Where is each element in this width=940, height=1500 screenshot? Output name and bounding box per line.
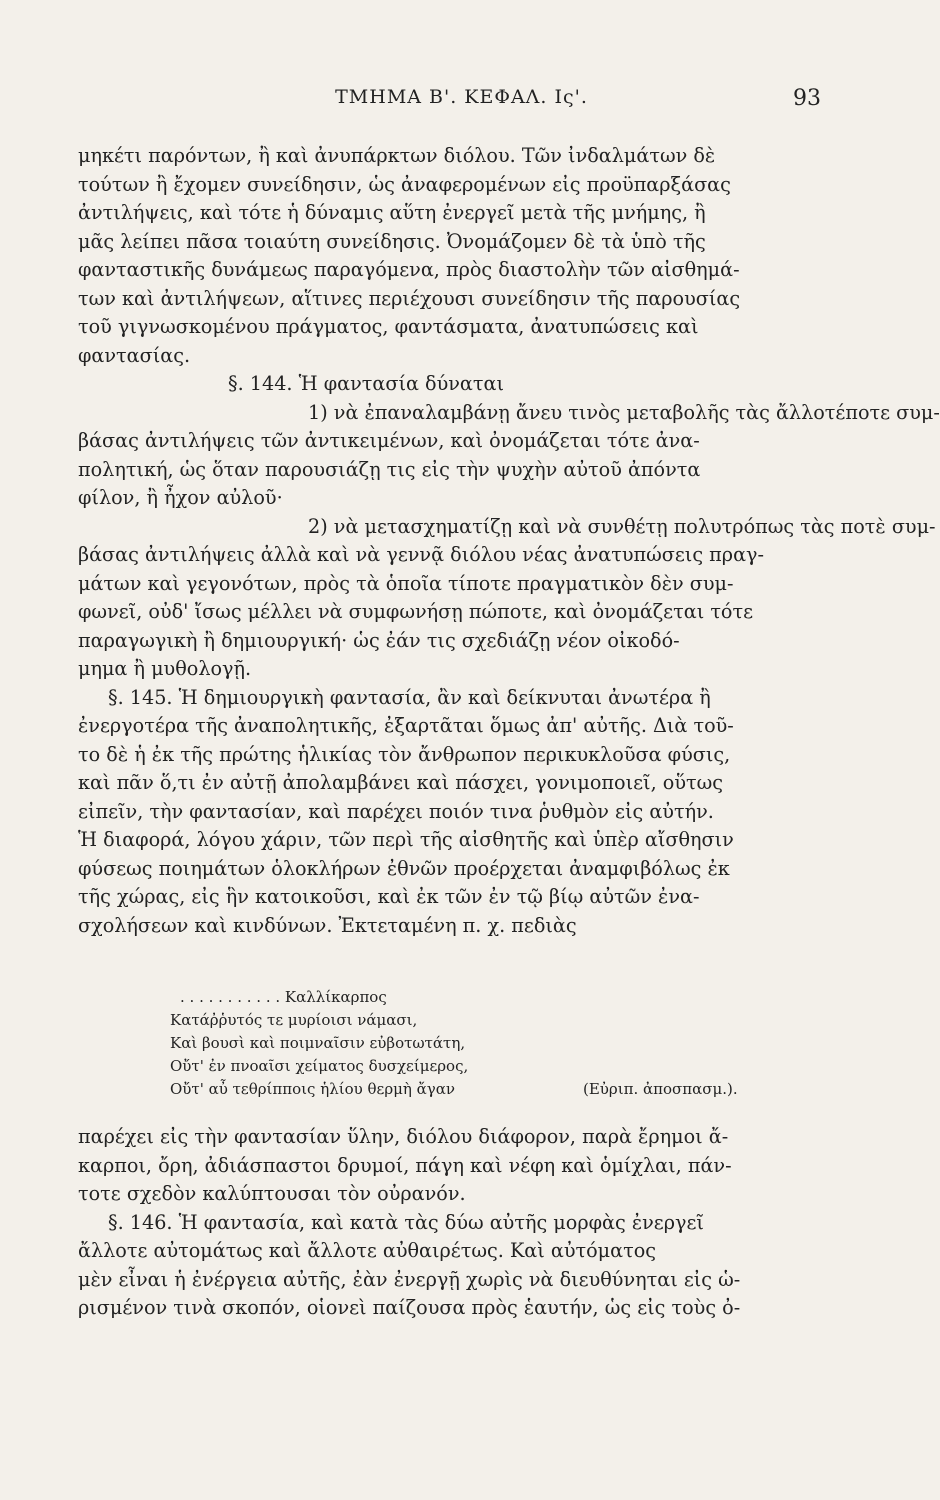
main-text-continued xyxy=(78,1123,818,1323)
page-number: 93 xyxy=(793,86,821,111)
text-line: βάσας ἀντιλήψεις ἀλλὰ καὶ νὰ γεννᾷ διόλου νέας ἀνατυπώσεις πραγ- xyxy=(78,543,764,566)
text-line: μημα ἢ μυθολογῇ. xyxy=(78,657,252,680)
section-heading-145: §. 145. Ἡ δημιουργικὴ φαντασία, ἂν καὶ δείκνυται ἀνωτέρα ἢ xyxy=(108,685,711,709)
text-line: ἐνεργοτέρα τῆς ἀναπολητικῆς, ἐξαρτᾶται ὅμως ἀπ' αὐτῆς. Διὰ τοῦ- xyxy=(78,714,734,737)
text-line: φαντασίας. xyxy=(78,343,191,367)
text-line: τοτε σχεδὸν καλύπτουσαι τὸν οὐρανόν. xyxy=(78,1182,466,1205)
text-line: μὲν εἶναι ἡ ἐνέργεια αὐτῆς, ἐὰν ἐνεργῇ χωρὶς νὰ διευθύνηται εἰς ὡ- xyxy=(78,1267,741,1291)
text-line: παρέχει εἰς τὴν φαντασίαν ὕλην, διόλου διάφορον, παρὰ ἔρημοι ἄ- xyxy=(78,1125,729,1148)
text-line: Ἡ διαφορά, λόγου χάριν, τῶν περὶ τῆς αἰσθητῆς καὶ ὑπὲρ αἴσθησιν xyxy=(78,828,734,851)
text-line: το δὲ ἡ ἐκ τῆς πρώτης ἡλικίας τὸν ἄνθρωπον περικυκλοῦσα φύσις, xyxy=(78,742,731,766)
text-line: βάσας ἀντιλήψεις τῶν ἀντικειμένων, καὶ ὀνομάζεται τότε ἀνα- xyxy=(78,429,700,452)
verse-line: Οὔτ' ἐν πνοαῖσι χείματος δυσχείμερος, xyxy=(170,1057,469,1075)
text-line: μάτων καὶ γεγονότων, πρὸς τὰ ὁποῖα τίποτε πραγματικὸν δὲν συμ- xyxy=(78,571,734,595)
verse-quotation xyxy=(170,986,810,1101)
text-line: φωνεῖ, οὐδ' ἴσως μέλλει νὰ συμφωνήσῃ πώποτε, καὶ ὀνομάζεται τότε xyxy=(78,600,754,623)
verse-line: . . . . . . . . . . . Καλλίκαρπος xyxy=(180,988,387,1006)
verse-line: Οὔτ' αὖ τεθρίπποις ἡλίου θερμὴ ἄγαν xyxy=(170,1080,455,1098)
text-line: πολητική, ὡς ὅταν παρουσιάζῃ τις εἰς τὴν ψυχὴν αὐτοῦ ἀπόντα xyxy=(78,457,701,481)
text-line: ἄλλοτε αὐτομάτως καὶ ἄλλοτε αὐθαιρέτως. Καὶ αὐτόματος xyxy=(78,1239,656,1262)
text-line: σχολήσεων καὶ κινδύνων. Ἐκτεταμένη π. χ. πεδιὰς xyxy=(78,913,577,937)
text-line: τούτων ἢ ἔχομεν συνείδησιν, ὡς ἀναφερομένων εἰς προϋπαρξάσας xyxy=(78,172,731,196)
text-line: φύσεως ποιημάτων ὁλοκλήρων ἐθνῶν προέρχεται ἀναμφιβόλως ἐκ xyxy=(78,856,730,880)
text-line: εἰπεῖν, τὴν φαντασίαν, καὶ παρέχει ποιόν τινα ῥυθμὸν εἰς αὐτήν. xyxy=(78,799,714,823)
section-heading-144: §. 144. Ἡ φαντασία δύναται xyxy=(228,372,504,395)
text-line: φίλον, ἢ ἦχον αὐλοῦ· xyxy=(78,486,283,509)
verse-line: Κατάῤῥυτός τε μυρίοισι νάμασι, xyxy=(170,1011,418,1029)
running-head: ΤΜΗΜΑ Β'. ΚΕΦΑΛ. Ις'. xyxy=(335,86,588,108)
text-line: καὶ πᾶν ὅ,τι ἐν αὐτῇ ἀπολαμβάνει καὶ πάσχει, γονιμοποιεῖ, οὕτως xyxy=(78,771,723,794)
text-line: μηκέτι παρόντων, ἢ καὶ ἀνυπάρκτων διόλου. Τῶν ἰνδαλμάτων δὲ xyxy=(78,144,716,167)
text-line: μᾶς λείπει πᾶσα τοιαύτη συνείδησις. Ὀνομάζομεν δὲ τὰ ὑπὸ τῆς xyxy=(78,229,706,253)
verse-line: Καὶ βουσὶ καὶ ποιμναῖσιν εὐβοτωτάτη, xyxy=(170,1034,466,1052)
main-text xyxy=(78,142,940,940)
text-line: των καὶ ἀντιλήψεων, αἵτινες περιέχουσι συνείδησιν τῆς παρουσίας xyxy=(78,286,741,310)
text-line: καρποι, ὄρη, ἀδιάσπαστοι δρυμοί, πάγη καὶ νέφη καὶ ὁμίχλαι, πάν- xyxy=(78,1153,732,1177)
page-header xyxy=(0,86,923,116)
section-heading-146: §. 146. Ἡ φαντασία, καὶ κατὰ τὰς δύω αὐτῆς μορφὰς ἐνεργεῖ xyxy=(108,1210,704,1234)
text-line: τοῦ γιγνωσκομένου πράγματος, φαντάσματα, ἀνατυπώσεις καὶ xyxy=(78,315,699,338)
text-line: 2) νὰ μετασχηματίζῃ καὶ νὰ συνθέτῃ πολυτρόπως τὰς ποτὲ συμ- xyxy=(308,514,936,538)
text-line: τῆς χώρας, εἰς ἣν κατοικοῦσι, καὶ ἐκ τῶν ἐν τῷ βίῳ αὐτῶν ἐνα- xyxy=(78,885,700,908)
verse-source: (Εὐριπ. ἀποσπασμ.). xyxy=(583,1080,738,1098)
text-line: ρισμένον τινὰ σκοπόν, οἱονεὶ παίζουσα πρὸς ἑαυτήν, ὡς εἰς τοὺς ὀ- xyxy=(78,1296,741,1319)
text-line: παραγωγικὴ ἢ δημιουργική· ὡς ἐάν τις σχεδιάζῃ νέον οἰκοδό- xyxy=(78,628,680,652)
text-line: 1) νὰ ἐπαναλαμβάνῃ ἄνευ τινὸς μεταβολῆς τὰς ἄλλοτέποτε συμ- xyxy=(308,400,940,424)
text-line: φανταστικῆς δυνάμεως παραγόμενα, πρὸς διαστολὴν τῶν αἰσθημά- xyxy=(78,258,740,281)
text-line: ἀντιλήψεις, καὶ τότε ἡ δύναμις αὕτη ἐνεργεῖ μετὰ τῆς μνήμης, ἢ xyxy=(78,201,706,224)
